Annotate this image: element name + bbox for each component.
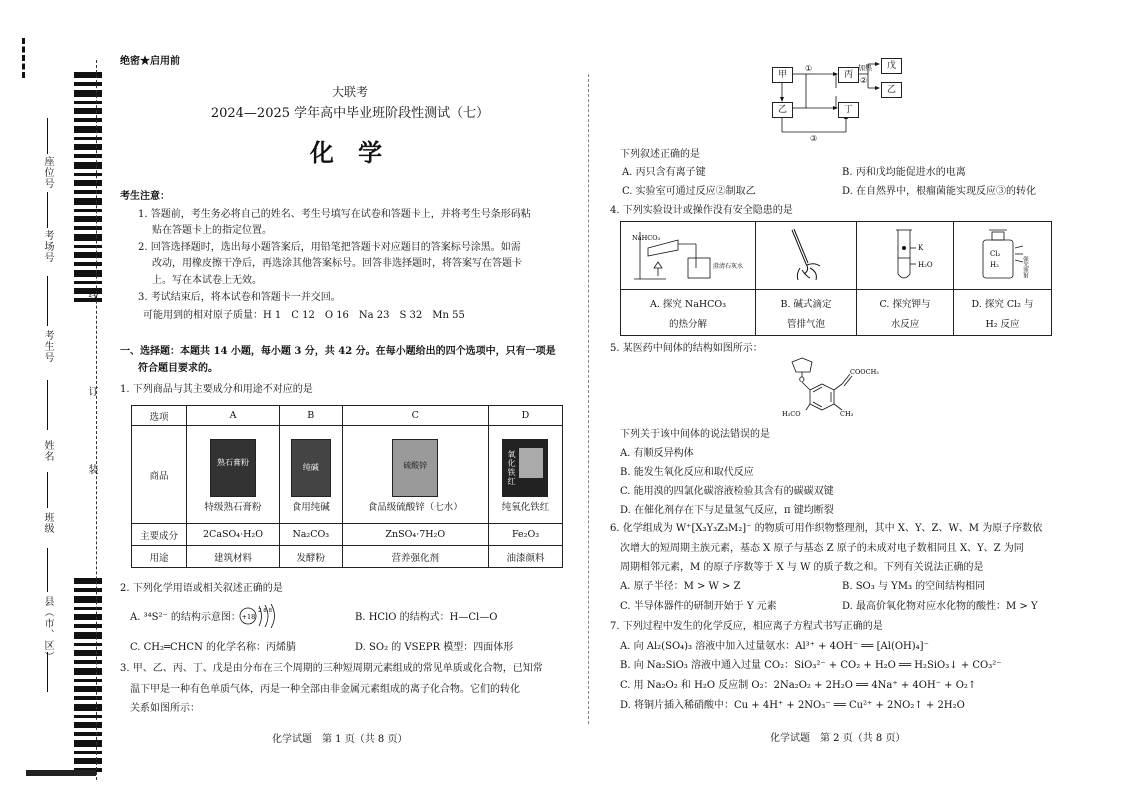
note-line-4: 改动，用橡皮擦干净后，再选涂其他答案标号。回答非选择题时，将答案写在答题卡 (152, 258, 522, 269)
q4-option-b (756, 290, 857, 336)
q4-label-cl2: Cl₂ (989, 250, 1000, 258)
q4-figure-b-burette (776, 224, 836, 284)
note-line-6: 3. 考试结束后，将本试卷和答题卡一并交回。 (138, 292, 341, 303)
q5-option-c: C. 能用溴的四氯化碳溶液检验其含有的碳碳双键 (620, 486, 834, 497)
q3-label-r2: ② (860, 76, 868, 85)
iron-oxide-package-panel (519, 448, 543, 478)
q7-stem: 7. 下列过程中发生的化学反应，相应离子方程式书写正确的是 (610, 621, 883, 632)
note-line-5: 上。写在本试卷上无效。 (152, 275, 262, 286)
note-line-3: 2. 回答选择题时，选出每小题答案后，用铅笔把答题卡对应题目的答案标号涂黑。如需 (138, 242, 521, 253)
q5-oxygen-label: O (799, 376, 805, 384)
q1-header-c: C (342, 406, 488, 426)
q6-stem-line1: 6. 化学组成为 W⁺[X₃Y₃Z₃M₂]⁻ 的物质可用作织物整理剂，其中 X、Y、Z、W、M 为原子序数依 (610, 523, 1043, 534)
q2-option-d: D. SO₂ 的 VSEPR 模型：四面体形 (355, 642, 514, 653)
class-label: 班级 (42, 512, 53, 534)
q1-stem: 1. 下列商品与其主要成分和用途不对应的是 (120, 384, 313, 395)
q2-option-b: B. HClO 的结构式：H—Cl—O (355, 612, 498, 623)
q3-label-heat-2: 加热 (858, 64, 872, 72)
q5-option-b: B. 能发生氧化反应和取代反应 (620, 467, 754, 478)
q4-figure-d-bottle (963, 224, 1043, 284)
county-label: 县（市、区） (42, 596, 53, 662)
q1-product-a (187, 426, 280, 524)
binding-mark-ding: 订 (86, 386, 97, 397)
q4-table (620, 221, 1052, 336)
q1-component-b: Na₂CO₃ (280, 524, 343, 546)
q1-header-d: D (488, 406, 562, 426)
q4-label-h2: H₂ (989, 261, 999, 269)
q3-stem-line3: 关系如图所示： (130, 703, 200, 714)
iron-oxide-package-image (502, 439, 548, 497)
q3-node-yi-left: 乙 (772, 102, 793, 118)
q4-option-a-line1: A. 探究 NaHCO₃ (649, 298, 727, 310)
soda-package-image (291, 439, 331, 497)
q3-node-wu: 戊 (881, 58, 902, 74)
q3-question: 下列叙述正确的是 (620, 149, 700, 160)
binding-mark-zhuang: 装 (86, 464, 97, 475)
q6-stem-line2: 次增大的短周期主族元素，基态 X 原子与基态 Z 原子的未成对电子数相同且 X、Y、Z 为同 (620, 543, 1024, 554)
q4-figure-a (621, 222, 756, 290)
q4-option-c-line2: 水反应 (890, 318, 920, 330)
q3-option-b: B. 丙和戊均能促进水的电离 (842, 167, 966, 178)
iron-oxide-package-label: 氧化铁红 (507, 449, 516, 486)
field-line-name (47, 380, 48, 430)
candidate-no-label: 考生号 (42, 330, 53, 363)
exam-room-no-label: 考场号 (42, 230, 53, 263)
q1-row-product-label: 商品 (132, 426, 187, 524)
exam-title: 2024—2025 学年高中毕业班阶段性测试（七） (210, 106, 490, 121)
q4-option-d (954, 290, 1052, 336)
q3-option-c: C. 实验室可通过反应②制取乙 (622, 186, 756, 197)
q2-shell-electrons: 2 8 8 (258, 608, 272, 614)
q2-option-c: C. CH₂═CHCN 的化学名称：丙烯腈 (130, 642, 297, 653)
q4-figure-d (954, 222, 1052, 290)
q3-label-r3: ③ (810, 134, 818, 143)
q1-header-a: A (187, 406, 280, 426)
q6-option-d: D. 最高价氧化物对应水化物的酸性：M > Y (842, 601, 1038, 612)
q1-table (131, 405, 563, 568)
q5-label-ch3: CH₃ (840, 410, 854, 418)
zinc-sulfate-package-label: 硫酸锌 (403, 460, 428, 470)
binding-mark-xian: 线 (86, 290, 97, 301)
q1-component-c: ZnSO₄·7H₂O (342, 524, 488, 546)
q4-figure-a-apparatus (626, 224, 750, 284)
page-divider (588, 74, 589, 724)
q7-option-b: B. 向 Na₂SiO₃ 溶液中通入过量 CO₂：SiO₃²⁻ + CO₂ + H₂O ══ H₂SiO₃↓ + CO₃²⁻ (620, 660, 1002, 671)
q1-product-c (342, 426, 488, 524)
q1-row-component-label: 主要成分 (132, 524, 187, 546)
q4-option-d-line1: D. 探究 Cl₂ 与 (971, 298, 1034, 310)
binding-strip (0, 0, 110, 794)
q4-option-a (621, 290, 756, 336)
confidential-label: 绝密★启用前 (120, 56, 180, 67)
q4-label-light: 强光照射 (1021, 256, 1028, 278)
q3-stem-line2: 温下甲是一种有色单质气体，丙是一种全部由非金属元素组成的离子化合物。它们的转化 (130, 684, 520, 695)
field-line-class (47, 472, 48, 508)
q1-product-b (280, 426, 343, 524)
q1-use-d: 油漆颜料 (488, 546, 562, 568)
q4-option-c (857, 290, 954, 336)
binding-dashed-line (96, 60, 97, 780)
product-b-name: 食用纯碱 (291, 501, 330, 513)
q5-option-d: D. 在催化剂存在下与足量氢气反应，π 键均断裂 (620, 505, 834, 516)
q4-label-nahco3: NaHCO₃ (632, 234, 661, 242)
footer-left: 化学试题 第 1 页（共 8 页） (272, 734, 408, 745)
q4-option-c-line1: C. 探究钾与 (879, 298, 931, 310)
q4-label-k: K (918, 244, 924, 252)
product-a-name: 特级熟石膏粉 (204, 501, 262, 513)
q1-product-d (488, 426, 562, 524)
q4-option-a-line2: 的热分解 (668, 318, 707, 330)
q1-component-d: Fe₂O₃ (488, 524, 562, 546)
q5-label-cooch3: COOCH₃ (850, 368, 879, 376)
q1-header-option: 选项 (132, 406, 187, 426)
q4-figure-c (857, 222, 954, 290)
q1-header-b: B (280, 406, 343, 426)
q3-label-r1: ① (805, 64, 813, 73)
q4-option-b-line2: 管排气泡 (786, 318, 825, 330)
q5-option-a: A. 有顺反异构体 (620, 448, 694, 459)
bottom-mark (26, 770, 96, 776)
q4-label-h2o: H₂O (918, 261, 933, 269)
q7-option-d: D. 将铜片插入稀硝酸中：Cu + 4H⁺ + 2NO₃⁻ ══ Cu²⁺ + 2NO₂↑ + 2H₂O (620, 700, 965, 711)
q1-row-use-label: 用途 (132, 546, 187, 568)
q4-label-limewater: 澄清石灰水 (713, 263, 744, 270)
section1-line1: 一、选择题：本题共 14 小题，每小题 3 分，共 42 分。在每小题给出的四个选项中，只有一项是 (120, 346, 556, 357)
q5-stem: 5. 某医药中间体的结构如图所示： (610, 343, 763, 354)
q2-nucleus-label: +18 (241, 613, 256, 621)
q1-component-a: 2CaSO₄·H₂O (187, 524, 280, 546)
q4-figure-c-test-tube (870, 224, 940, 284)
q5-question: 下列关于该中间体的说法错误的是 (620, 429, 770, 440)
q3-stem-line1: 3. 甲、乙、丙、丁、戊是由分布在三个周期的三种短周期元素组成的常见单质或化合物，已知常 (120, 663, 543, 674)
section1-line2: 符合题目要求的。 (138, 363, 218, 374)
note-line-7: 可能用到的相对原子质量：H 1 C 12 O 16 Na 23 S 32 Mn 55 (143, 310, 465, 321)
q5-structure-diagram (780, 352, 890, 424)
q6-option-a: A. 原子半径：M > W > Z (620, 581, 741, 592)
exam-name: 大联考 (331, 85, 368, 99)
q3-node-jia: 甲 (772, 67, 793, 83)
q6-option-b: B. SO₃ 与 YM₃ 的空间结构相同 (842, 581, 986, 592)
gypsum-package-image (210, 439, 256, 497)
q4-option-b-line1: B. 碱式滴定 (780, 298, 832, 310)
q1-use-c: 营养强化剂 (342, 546, 488, 568)
q7-option-a: A. 向 Al₂(SO₄)₃ 溶液中加入过量氨水：Al³⁺ + 4OH⁻ ══ [Al(OH)₄]⁻ (620, 641, 929, 652)
note-line-1: 1. 答题前，考生务必将自己的姓名、考生号填写在试卷和答题卡上，并将考生号条形码粘 (138, 209, 531, 220)
q4-potassium-piece (902, 246, 906, 250)
barcode-stripes-bottom (74, 578, 102, 778)
footer-right: 化学试题 第 2 页（共 8 页） (770, 733, 906, 744)
q4-figure-b (756, 222, 857, 290)
barcode-stripes-top (74, 72, 102, 312)
q1-use-b: 发酵粉 (280, 546, 343, 568)
field-line-candidate (47, 276, 48, 326)
q4-stem: 4. 下列实验设计或操作没有安全隐患的是 (610, 205, 793, 216)
q2-atom-structure-diagram (238, 602, 282, 630)
q2-stem: 2. 下列化学用语或相关叙述正确的是 (120, 583, 283, 594)
q3-option-a: A. 丙只含有离子键 (622, 167, 706, 178)
field-line-seat (47, 118, 48, 154)
soda-package-label: 纯碱 (302, 462, 319, 472)
product-d-name: 纯氧化铁红 (501, 501, 550, 513)
gypsum-package-label: 熟石膏粉 (217, 457, 249, 467)
subject-title: 化 学 (309, 138, 391, 167)
q1-use-a: 建筑材料 (187, 546, 280, 568)
seat-no-label: 座位号 (42, 156, 53, 189)
q3-node-ding: 丁 (838, 102, 859, 118)
name-label: 姓名 (42, 440, 53, 462)
q3-diagram (760, 58, 910, 148)
q4-option-d-line2: H₂ 反应 (985, 318, 1020, 330)
field-line-room (47, 192, 48, 228)
q6-stem-line3: 周期相邻元素，M 的原子序数等于 X 与 W 的质子数之和。下列有关说法正确的是 (620, 562, 984, 573)
q5-label-h3co: H₃CO (782, 410, 801, 418)
q6-option-c: C. 半导体器件的研制开始于 Y 元素 (620, 601, 777, 612)
q2-option-a: A. ³⁴S²⁻ 的结构示意图： (130, 612, 241, 623)
notes-title: 考生注意： (120, 191, 170, 202)
product-c-name: 食品级硫酸锌（七水） (367, 501, 463, 513)
q3-option-d: D. 在自然界中，根瘤菌能实现反应③的转化 (842, 186, 1037, 197)
note-line-2: 贴在答题卡上的指定位置。 (152, 225, 272, 236)
q3-node-yi-right: 乙 (881, 82, 902, 98)
zinc-sulfate-package-image (392, 439, 438, 497)
field-line-county-2 (47, 652, 48, 692)
q3-node-bing: 丙 (838, 67, 859, 83)
corner-mark (22, 38, 28, 78)
q7-option-c: C. 用 Na₂O₂ 和 H₂O 反应制 O₂：2Na₂O₂ + 2H₂O ══ 4Na⁺ + 4OH⁻ + O₂↑ (620, 680, 977, 691)
field-line-county (47, 548, 48, 592)
